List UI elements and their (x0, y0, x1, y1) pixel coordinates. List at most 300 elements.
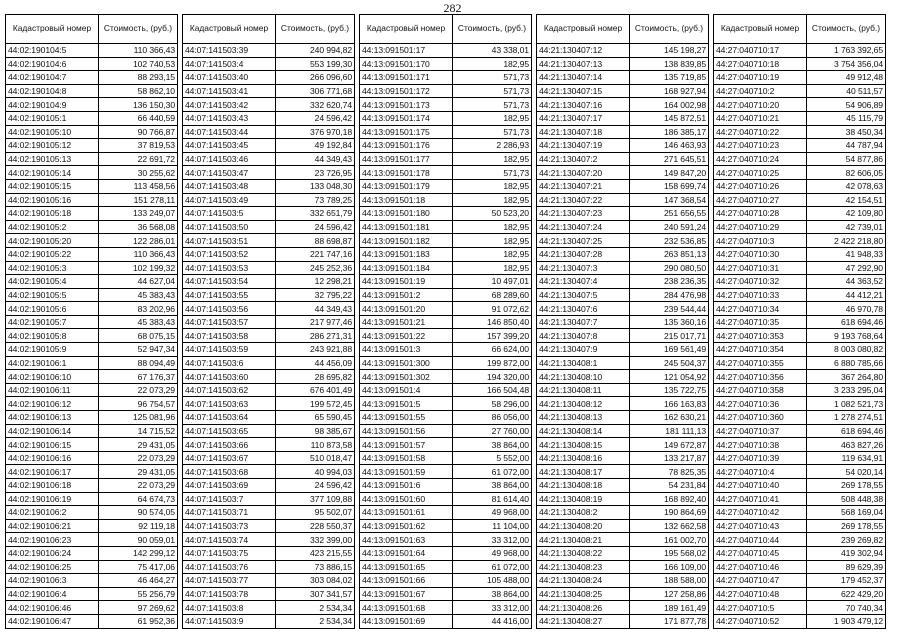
cost-value: 251 656,55 (630, 207, 709, 221)
cost-value: 182,95 (453, 247, 532, 261)
table-row (360, 57, 532, 71)
table-row (360, 207, 532, 221)
cadastral-number: 44:13:091501:176 (360, 139, 453, 153)
cadastral-number: 44:07:141503:42 (183, 98, 276, 112)
table-row (537, 601, 709, 615)
cadastral-number: 44:02:190105:7 (6, 315, 99, 329)
cadastral-number: 44:13:091501:17 (360, 44, 453, 58)
cadastral-number: 44:07:141503:49 (183, 193, 276, 207)
cost-value: 676 401,49 (276, 383, 355, 397)
cadastral-number: 44:13:091501:179 (360, 179, 453, 193)
cadastral-number: 44:21:130407:2 (537, 152, 630, 166)
cost-value: 44 349,43 (276, 302, 355, 316)
cadastral-number: 44:27:040710:37 (714, 424, 807, 438)
table-row (537, 166, 709, 180)
table-row (183, 411, 355, 425)
cost-value: 136 150,30 (99, 98, 178, 112)
table-row (183, 207, 355, 221)
cadastral-tables (5, 14, 900, 638)
cadastral-number: 44:07:141503:6 (183, 356, 276, 370)
table-row (714, 57, 886, 71)
table-row (360, 302, 532, 316)
table-row (537, 506, 709, 520)
cadastral-number: 44:07:141503:56 (183, 302, 276, 316)
cost-value: 12 298,21 (276, 275, 355, 289)
cadastral-number: 44:07:141503:57 (183, 315, 276, 329)
table-row (537, 44, 709, 58)
cadastral-number: 44:02:190105:4 (6, 275, 99, 289)
cost-value: 11 104,00 (453, 519, 532, 533)
cost-value: 571,73 (453, 71, 532, 85)
table-row (537, 411, 709, 425)
table-row (183, 57, 355, 71)
table-row (360, 479, 532, 493)
cost-value: 1 082 521,73 (807, 397, 886, 411)
cost-value: 49 968,00 (453, 546, 532, 560)
table-row (714, 451, 886, 465)
cadastral-number: 44:21:130408:18 (537, 479, 630, 493)
cadastral-number: 44:02:190104:7 (6, 71, 99, 85)
table-row (537, 84, 709, 98)
table-block-1 (5, 14, 177, 629)
cost-value: 166 504,48 (453, 383, 532, 397)
header-cost: Стоимость, (руб.) (99, 15, 178, 44)
cadastral-number: 44:02:190106:15 (6, 438, 99, 452)
table-row (714, 302, 886, 316)
cadastral-number: 44:27:040710:30 (714, 247, 807, 261)
table-row (183, 125, 355, 139)
table-row (714, 234, 886, 248)
cost-value: 119 634,91 (807, 451, 886, 465)
cadastral-number: 44:07:141503:41 (183, 84, 276, 98)
cadastral-number: 44:07:141503:46 (183, 152, 276, 166)
table-row (6, 465, 178, 479)
cost-value: 189 161,49 (630, 601, 709, 615)
cost-value: 122 286,01 (99, 234, 178, 248)
cost-value: 22 073,29 (99, 479, 178, 493)
cost-value: 182,95 (453, 261, 532, 275)
header-cost: Стоимость, (руб.) (453, 15, 532, 44)
cadastral-number: 44:07:141503:55 (183, 288, 276, 302)
cadastral-number: 44:21:130408:21 (537, 533, 630, 547)
cadastral-number: 44:13:091501:62 (360, 519, 453, 533)
table-block-2 (182, 14, 354, 629)
cadastral-number: 44:02:190105:16 (6, 193, 99, 207)
cost-value: 90 059,01 (99, 533, 178, 547)
table-row (6, 57, 178, 71)
cost-value: 199 872,00 (453, 356, 532, 370)
cost-value: 146 463,93 (630, 139, 709, 153)
cost-value: 49 968,00 (453, 506, 532, 520)
cadastral-number: 44:02:190106:3 (6, 574, 99, 588)
cost-value: 68 289,60 (453, 288, 532, 302)
cost-value: 271 645,51 (630, 152, 709, 166)
cost-value: 41 948,33 (807, 247, 886, 261)
cost-value: 38 864,00 (453, 479, 532, 493)
table-row (714, 125, 886, 139)
table-row (714, 546, 886, 560)
cost-value: 9 193 768,64 (807, 329, 886, 343)
cost-value: 110 873,58 (276, 438, 355, 452)
table-row (183, 193, 355, 207)
cost-value: 286 271,31 (276, 329, 355, 343)
table-row (360, 329, 532, 343)
cadastral-number: 44:27:040710:39 (714, 451, 807, 465)
cadastral-number: 44:21:130407:4 (537, 275, 630, 289)
cost-value: 22 691,72 (99, 152, 178, 166)
cadastral-number: 44:13:091501:58 (360, 451, 453, 465)
table-row (360, 111, 532, 125)
cost-value: 618 694,46 (807, 315, 886, 329)
table-row (360, 179, 532, 193)
cost-value: 168 927,94 (630, 84, 709, 98)
table-row (360, 465, 532, 479)
table-row (6, 546, 178, 560)
table-row (6, 139, 178, 153)
table-row (537, 451, 709, 465)
cost-value: 135 719,85 (630, 71, 709, 85)
cadastral-number: 44:02:190106:12 (6, 397, 99, 411)
cost-value: 88 293,15 (99, 71, 178, 85)
cost-value: 2 422 218,80 (807, 234, 886, 248)
cost-value: 45 383,43 (99, 315, 178, 329)
table-row (537, 179, 709, 193)
cadastral-number: 44:07:141503:40 (183, 71, 276, 85)
cost-value: 91 072,62 (453, 302, 532, 316)
table-row (6, 261, 178, 275)
table-row (6, 275, 178, 289)
cadastral-number: 44:21:130408:14 (537, 424, 630, 438)
cost-value: 52 947,34 (99, 343, 178, 357)
cadastral-number: 44:27:040710:21 (714, 111, 807, 125)
table-row (183, 139, 355, 153)
cadastral-number: 44:02:190106:13 (6, 411, 99, 425)
cadastral-number: 44:27:040710:355 (714, 356, 807, 370)
cadastral-number: 44:27:040710:358 (714, 383, 807, 397)
cost-value: 27 760,00 (453, 424, 532, 438)
cost-value: 70 740,34 (807, 601, 886, 615)
cadastral-number: 44:02:190105:5 (6, 288, 99, 302)
cost-value: 571,73 (453, 125, 532, 139)
cost-value: 88 094,49 (99, 356, 178, 370)
table-row (537, 71, 709, 85)
table-row (360, 288, 532, 302)
cost-value: 239 269,82 (807, 533, 886, 547)
cost-value: 102 199,32 (99, 261, 178, 275)
cadastral-number: 44:07:141503:65 (183, 424, 276, 438)
cadastral-number: 44:02:190105:2 (6, 220, 99, 234)
table-row (537, 152, 709, 166)
table-row (6, 438, 178, 452)
table-row (714, 71, 886, 85)
cadastral-number: 44:27:040710:35 (714, 315, 807, 329)
table-row (6, 125, 178, 139)
table-row (6, 152, 178, 166)
table-row (714, 492, 886, 506)
cadastral-number: 44:13:091501:2 (360, 288, 453, 302)
cost-value: 215 017,71 (630, 329, 709, 343)
table-row (6, 179, 178, 193)
table-row (183, 519, 355, 533)
cadastral-number: 44:07:141503:4 (183, 57, 276, 71)
table-row (360, 411, 532, 425)
cadastral-number: 44:07:141503:78 (183, 587, 276, 601)
table-row (714, 411, 886, 425)
cost-value: 36 568,08 (99, 220, 178, 234)
table-row (714, 614, 886, 628)
cost-value: 49 192,84 (276, 139, 355, 153)
table-row (6, 193, 178, 207)
table-row (714, 275, 886, 289)
header-cadastral-number: Кадастровый номер (6, 15, 99, 44)
cadastral-number: 44:21:130408:16 (537, 451, 630, 465)
cost-value: 24 596,42 (276, 220, 355, 234)
table-row (183, 370, 355, 384)
table-row (6, 84, 178, 98)
table-row (360, 587, 532, 601)
cadastral-number: 44:21:130408:15 (537, 438, 630, 452)
cadastral-number: 44:21:130407:19 (537, 139, 630, 153)
table-row (537, 139, 709, 153)
table-row (6, 397, 178, 411)
table-row (714, 519, 886, 533)
table-row (714, 574, 886, 588)
cost-value: 66 440,59 (99, 111, 178, 125)
cadastral-number: 44:02:190105:13 (6, 152, 99, 166)
cadastral-number: 44:07:141503:5 (183, 207, 276, 221)
cost-value: 151 278,11 (99, 193, 178, 207)
cadastral-number: 44:27:040710:29 (714, 220, 807, 234)
cadastral-number: 44:13:091501:68 (360, 601, 453, 615)
cadastral-number: 44:02:190105:15 (6, 179, 99, 193)
cost-value: 50 523,20 (453, 207, 532, 221)
table-row (360, 71, 532, 85)
cadastral-number: 44:21:130407:6 (537, 302, 630, 316)
table-row (360, 533, 532, 547)
cost-value: 28 695,82 (276, 370, 355, 384)
cost-value: 66 624,00 (453, 343, 532, 357)
cost-value: 81 614,40 (453, 492, 532, 506)
table-row (360, 397, 532, 411)
cadastral-number: 44:02:190106:16 (6, 451, 99, 465)
table-row (714, 261, 886, 275)
cadastral-table (5, 14, 178, 629)
cost-value: 54 906,89 (807, 98, 886, 112)
cadastral-number: 44:13:091501:174 (360, 111, 453, 125)
cost-value: 307 341,57 (276, 587, 355, 601)
table-row (714, 383, 886, 397)
table-row (537, 207, 709, 221)
cost-value: 24 596,42 (276, 111, 355, 125)
cadastral-number: 44:27:040710:43 (714, 519, 807, 533)
table-row (537, 574, 709, 588)
table-row (714, 152, 886, 166)
cadastral-number: 44:21:130407:5 (537, 288, 630, 302)
cadastral-number: 44:07:141503:54 (183, 275, 276, 289)
cost-value: 377 109,88 (276, 492, 355, 506)
table-row (537, 98, 709, 112)
table-row (183, 533, 355, 547)
table-row (6, 315, 178, 329)
cost-value: 22 073,29 (99, 451, 178, 465)
table-row (714, 506, 886, 520)
table-row (183, 275, 355, 289)
cost-value: 29 431,05 (99, 438, 178, 452)
cost-value: 110 366,43 (99, 247, 178, 261)
header-cost: Стоимость, (руб.) (276, 15, 355, 44)
table-row (714, 84, 886, 98)
cadastral-number: 44:27:040710:42 (714, 506, 807, 520)
cost-value: 6 880 785,66 (807, 356, 886, 370)
cost-value: 32 795,22 (276, 288, 355, 302)
cost-value: 30 255,62 (99, 166, 178, 180)
table-row (537, 424, 709, 438)
cost-value: 423 215,55 (276, 546, 355, 560)
cost-value: 38 864,00 (453, 438, 532, 452)
cost-value: 98 385,67 (276, 424, 355, 438)
cadastral-number: 44:07:141503:9 (183, 614, 276, 628)
cadastral-number: 44:13:091501:59 (360, 465, 453, 479)
table-row (714, 329, 886, 343)
cost-value: 127 258,86 (630, 587, 709, 601)
cost-value: 23 726,95 (276, 166, 355, 180)
cost-value: 571,73 (453, 98, 532, 112)
cost-value: 64 674,73 (99, 492, 178, 506)
cadastral-number: 44:27:040710:3 (714, 234, 807, 248)
cost-value: 332 620,74 (276, 98, 355, 112)
table-row (360, 574, 532, 588)
cost-value: 121 054,92 (630, 370, 709, 384)
cost-value: 147 368,54 (630, 193, 709, 207)
cost-value: 168 892,40 (630, 492, 709, 506)
cadastral-number: 44:07:141503:8 (183, 601, 276, 615)
cadastral-number: 44:13:091501:181 (360, 220, 453, 234)
cadastral-number: 44:13:091501:182 (360, 234, 453, 248)
cadastral-number: 44:07:141503:68 (183, 465, 276, 479)
cadastral-number: 44:21:130408:17 (537, 465, 630, 479)
cadastral-number: 44:27:040710:36 (714, 397, 807, 411)
cost-value: 195 568,02 (630, 546, 709, 560)
table-row (360, 247, 532, 261)
table-row (360, 84, 532, 98)
table-row (6, 234, 178, 248)
table-row (537, 302, 709, 316)
table-row (6, 492, 178, 506)
cadastral-number: 44:13:091501:65 (360, 560, 453, 574)
table-row (6, 601, 178, 615)
cadastral-number: 44:07:141503:45 (183, 139, 276, 153)
cost-value: 3 754 356,04 (807, 57, 886, 71)
table-row (183, 383, 355, 397)
table-row (6, 411, 178, 425)
cost-value: 42 109,80 (807, 207, 886, 221)
cadastral-number: 44:27:040710:5 (714, 601, 807, 615)
cost-value: 132 662,58 (630, 519, 709, 533)
table-row (183, 356, 355, 370)
cost-value: 138 839,85 (630, 57, 709, 71)
cost-value: 332 651,79 (276, 207, 355, 221)
cadastral-number: 44:02:190106:1 (6, 356, 99, 370)
cadastral-number: 44:27:040710:23 (714, 139, 807, 153)
table-block-3 (359, 14, 531, 629)
table-row (360, 261, 532, 275)
cadastral-number: 44:27:040710:356 (714, 370, 807, 384)
cadastral-number: 44:07:141503:69 (183, 479, 276, 493)
cadastral-number: 44:07:141503:76 (183, 560, 276, 574)
table-row (360, 424, 532, 438)
cost-value: 113 458,56 (99, 179, 178, 193)
cost-value: 8 003 080,82 (807, 343, 886, 357)
cadastral-number: 44:02:190106:47 (6, 614, 99, 628)
cost-value: 149 847,20 (630, 166, 709, 180)
cadastral-number: 44:27:040710:17 (714, 44, 807, 58)
cadastral-number: 44:13:091501:67 (360, 587, 453, 601)
table-row (360, 98, 532, 112)
cadastral-number: 44:21:130408:13 (537, 411, 630, 425)
cadastral-number: 44:21:130407:17 (537, 111, 630, 125)
cost-value: 269 178,55 (807, 519, 886, 533)
table-row (360, 546, 532, 560)
table-row (183, 492, 355, 506)
cost-value: 61 072,00 (453, 465, 532, 479)
cost-value: 58 296,00 (453, 397, 532, 411)
cost-value: 135 360,16 (630, 315, 709, 329)
table-row (6, 383, 178, 397)
cost-value: 33 312,00 (453, 601, 532, 615)
cadastral-number: 44:21:130407:12 (537, 44, 630, 58)
cost-value: 89 629,39 (807, 560, 886, 574)
cost-value: 54 020,14 (807, 465, 886, 479)
cost-value: 46 970,78 (807, 302, 886, 316)
table-row (537, 492, 709, 506)
cost-value: 240 994,82 (276, 44, 355, 58)
cadastral-number: 44:21:130407:24 (537, 220, 630, 234)
cadastral-number: 44:21:130408:20 (537, 519, 630, 533)
cadastral-number: 44:02:190106:4 (6, 587, 99, 601)
cost-value: 182,95 (453, 234, 532, 248)
table-row (183, 506, 355, 520)
cost-value: 166 163,83 (630, 397, 709, 411)
cost-value: 55 256,79 (99, 587, 178, 601)
cadastral-number: 44:02:190105:8 (6, 329, 99, 343)
cadastral-number: 44:07:141503:43 (183, 111, 276, 125)
table-row (714, 424, 886, 438)
cost-value: 47 292,90 (807, 261, 886, 275)
cost-value: 90 574,05 (99, 506, 178, 520)
table-row (6, 356, 178, 370)
cadastral-number: 44:27:040710:25 (714, 166, 807, 180)
cost-value: 45 115,79 (807, 111, 886, 125)
table-row (537, 234, 709, 248)
cost-value: 40 994,03 (276, 465, 355, 479)
cadastral-number: 44:02:190105:10 (6, 125, 99, 139)
cost-value: 266 096,60 (276, 71, 355, 85)
cost-value: 553 199,30 (276, 57, 355, 71)
cost-value: 332 399,00 (276, 533, 355, 547)
cadastral-number: 44:13:091501:21 (360, 315, 453, 329)
cadastral-number: 44:13:091501:22 (360, 329, 453, 343)
cadastral-number: 44:21:130408:19 (537, 492, 630, 506)
cost-value: 95 502,07 (276, 506, 355, 520)
cost-value: 510 018,47 (276, 451, 355, 465)
cost-value: 166 109,00 (630, 560, 709, 574)
cost-value: 179 452,37 (807, 574, 886, 588)
cadastral-number: 44:07:141503:63 (183, 397, 276, 411)
cost-value: 82 606,05 (807, 166, 886, 180)
cost-value: 508 448,38 (807, 492, 886, 506)
table-row (183, 84, 355, 98)
cadastral-number: 44:13:091501:64 (360, 546, 453, 560)
